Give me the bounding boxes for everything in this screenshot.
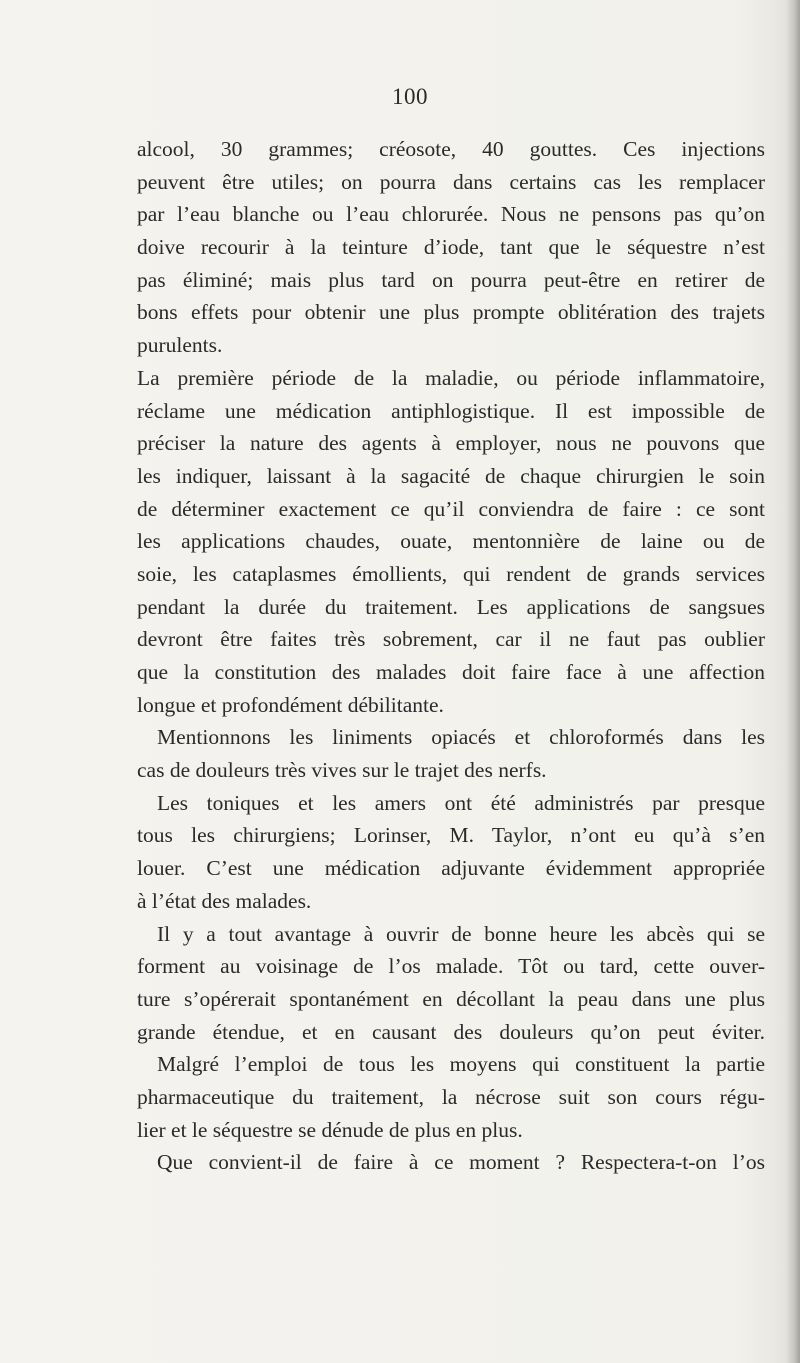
page-edge-shadow (786, 0, 800, 1363)
text-line: bons effets pour obtenir une plus prompte oblitération des trajets (137, 300, 765, 325)
text-line: Malgré l’emploi de tous les moyens qui constituent la partie (157, 1052, 765, 1077)
text-line: tous les chirurgiens; Lorinser, M. Taylor, n’ont eu qu’à s’en (137, 823, 765, 848)
text-line: La première période de la maladie, ou période inflammatoire, (137, 365, 765, 390)
text-line: de déterminer exactement ce qu’il conviendra de faire : ce sont (137, 496, 765, 521)
text-line: pendant la durée du traitement. Les applications de sangsues (137, 594, 765, 619)
text-line: cas de douleurs très vives sur le trajet des nerfs. (137, 758, 547, 783)
text-line: ture s’opérerait spontanément en décollant la peau dans une plus (137, 986, 765, 1011)
text-line: Les toniques et les amers ont été administrés par presque (157, 790, 765, 815)
text-line: que la constitution des malades doit faire face à une affection (137, 660, 765, 684)
text-line: Mentionnons les liniments opiacés et chloroformés dans les (157, 725, 765, 750)
text-line: grande étendue, et en causant des douleurs qu’on peut éviter. (137, 1019, 765, 1044)
text-line: réclame une médication antiphlogistique. Il est impossible de (137, 398, 765, 423)
text-line: peuvent être utiles; on pourra dans certains cas les remplacer (137, 169, 765, 194)
text-line: devront être faites très sobrement, car il ne faut pas oublier (137, 627, 765, 652)
text-line: pas éliminé; mais plus tard on pourra peut-être en retirer de (137, 267, 765, 292)
text-line: préciser la nature des agents à employer, nous ne pouvons que (137, 431, 765, 456)
text-line: alcool, 30 grammes; créosote, 40 gouttes. Ces injections (137, 137, 765, 161)
text-line: louer. C’est une médication adjuvante évidemment appropriée (137, 856, 765, 881)
text-line: purulents. (137, 333, 223, 358)
text-line: soie, les cataplasmes émollients, qui rendent de grands services (137, 561, 765, 586)
text-line: doive recourir à la teinture d’iode, tant que le séquestre n’est (137, 235, 765, 260)
body-text (137, 133, 765, 1179)
text-line: les applications chaudes, ouate, mentonnière de laine ou de (137, 529, 765, 554)
text-line: longue et profondément débilitante. (137, 692, 444, 717)
text-line: lier et le séquestre se dénude de plus en plus. (137, 1117, 523, 1142)
text-line: Que convient-il de faire à ce moment ? Respectera-t-on l’os (157, 1150, 765, 1175)
text-line: Il y a tout avantage à ouvrir de bonne heure les abcès qui se (157, 921, 765, 946)
text-line: à l’état des malades. (137, 888, 312, 913)
text-line: forment au voisinage de l’os malade. Tôt ou tard, cette ouver- (137, 954, 765, 979)
text-line: les indiquer, laissant à la sagacité de chaque chirurgien le soin (137, 463, 765, 488)
text-line: par l’eau blanche ou l’eau chlorurée. Nous ne pensons pas qu’on (137, 202, 765, 227)
page-number: 100 (392, 84, 428, 109)
text-line: pharmaceutique du traitement, la nécrose suit son cours régu- (137, 1084, 765, 1109)
